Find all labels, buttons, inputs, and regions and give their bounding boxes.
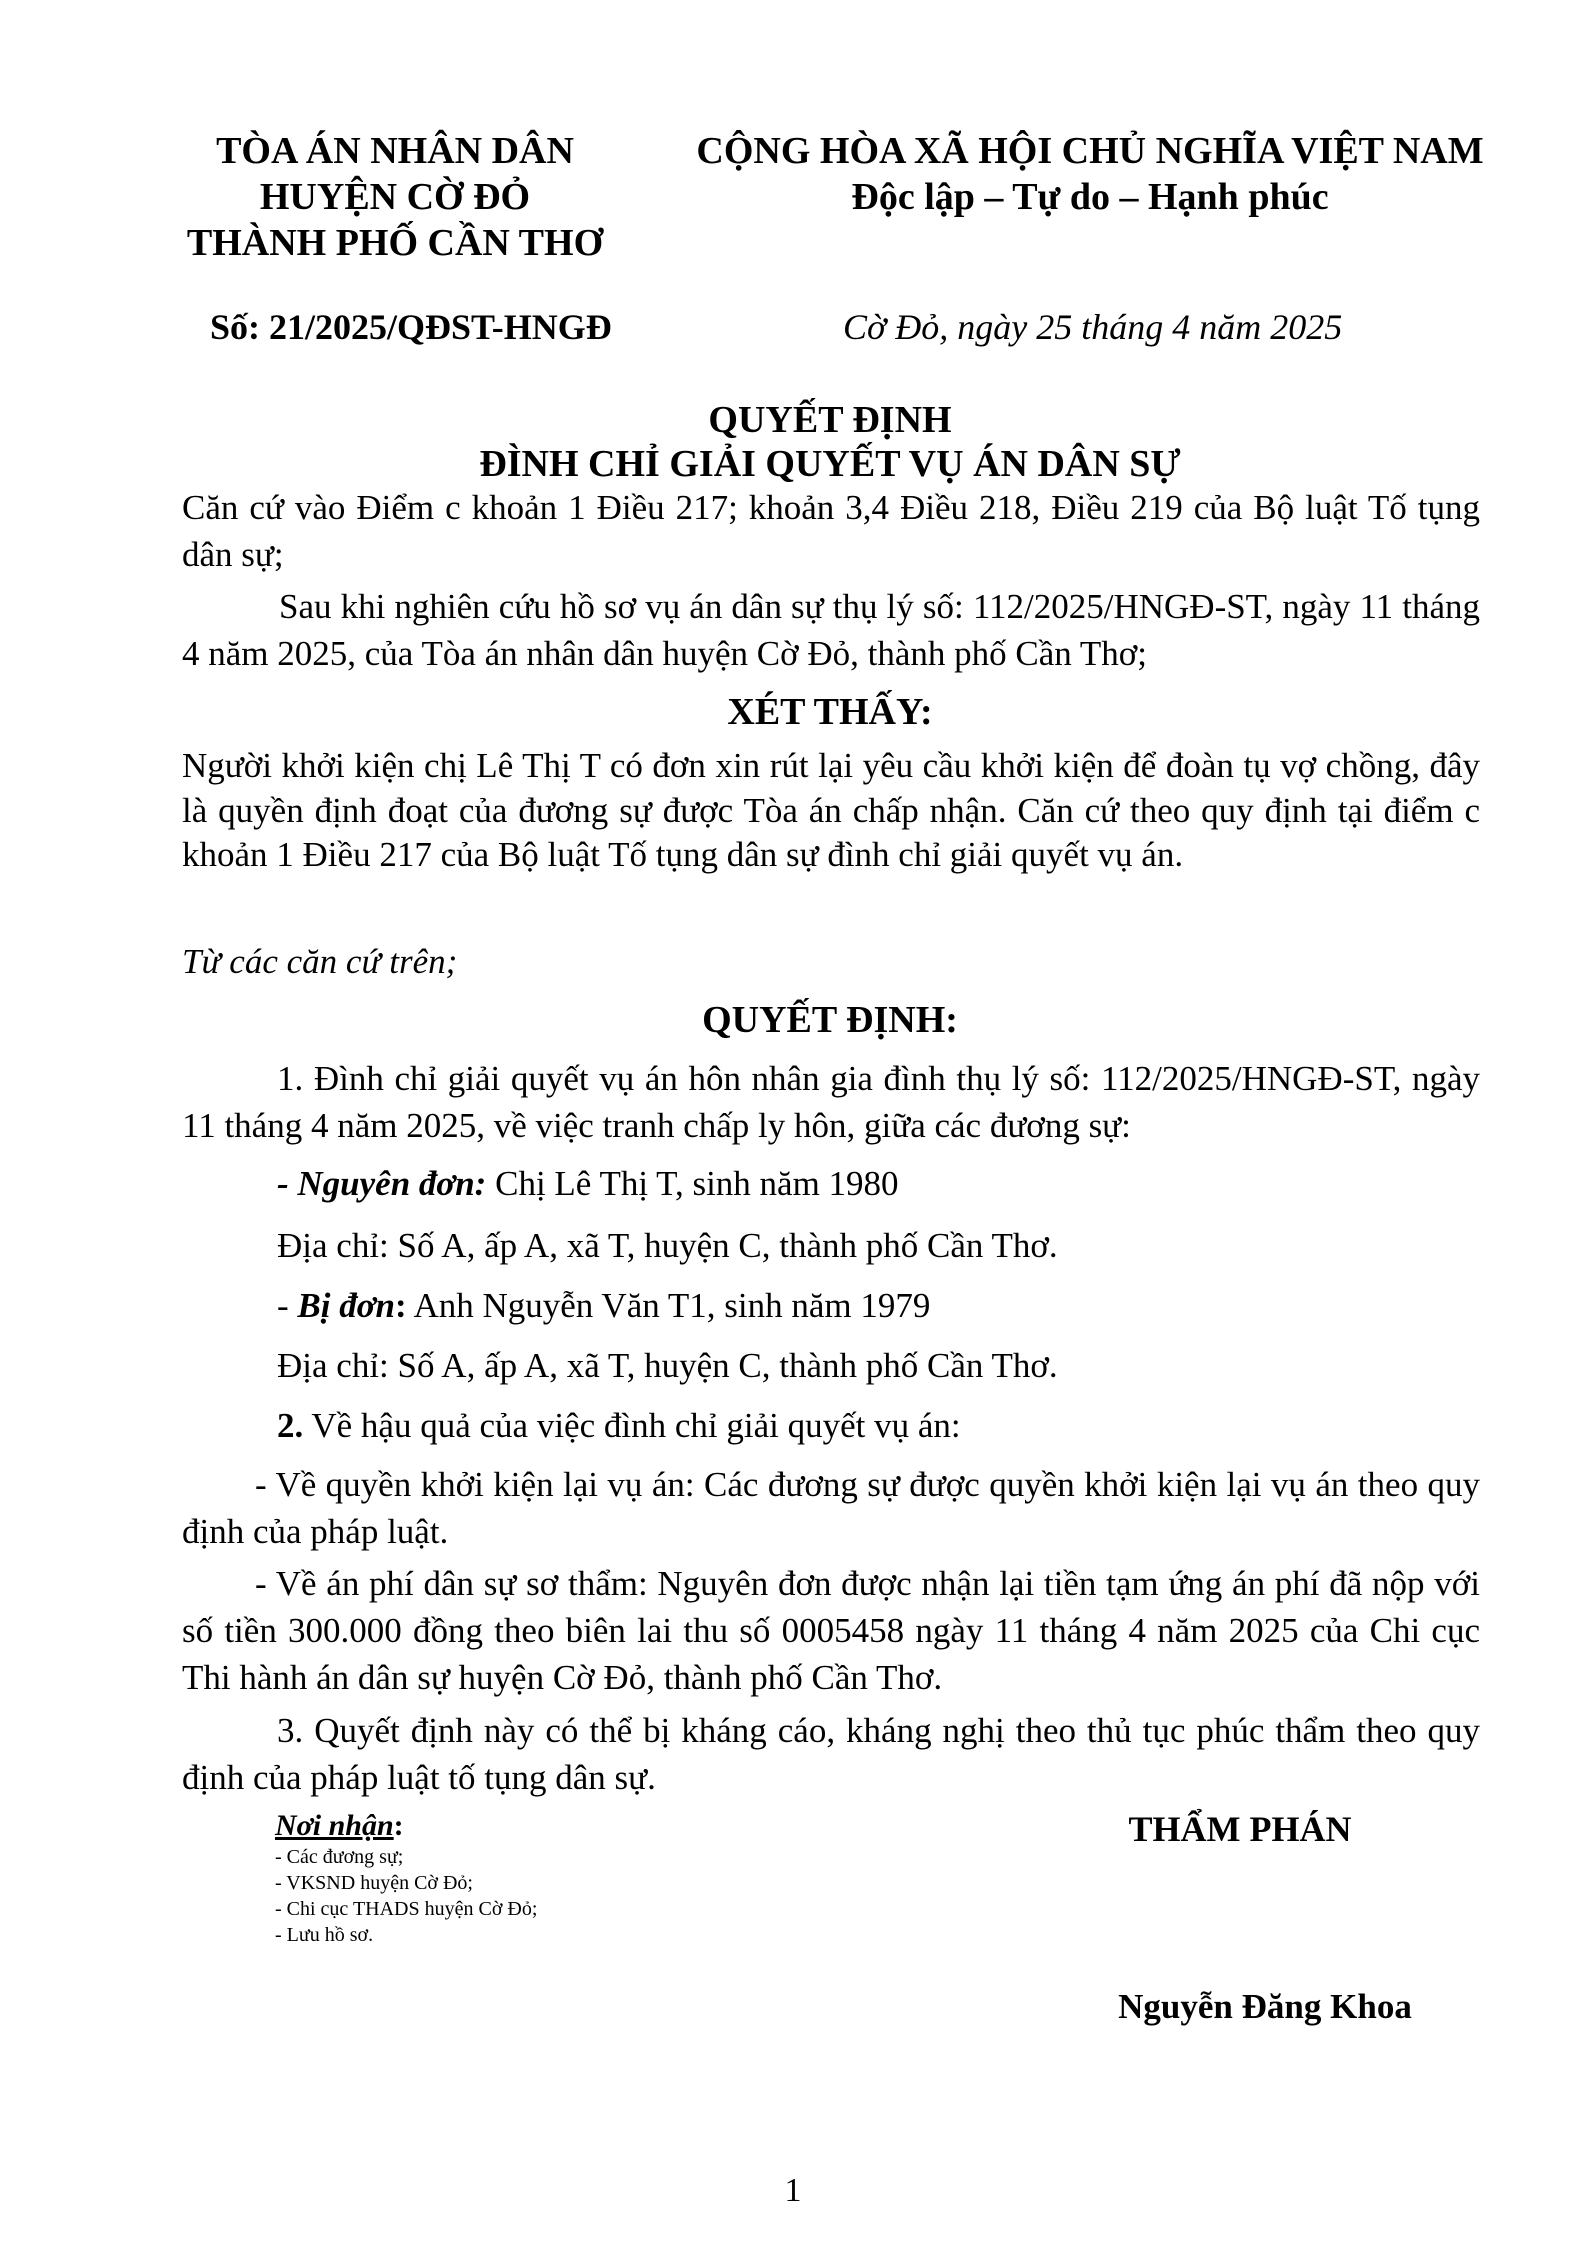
court-name-block	[150, 128, 640, 266]
court-name-line1: TÒA ÁN NHÂN DÂN	[216, 130, 574, 172]
national-title: CỘNG HÒA XÃ HỘI CHỦ NGHĨA VIỆT NAM	[696, 130, 1484, 172]
recipients-label: Nơi nhận	[275, 1809, 394, 1842]
decision-item-1: 1. Đình chỉ giải quyết vụ án hôn nhân gia đình thụ lý số: 112/2025/HNGĐ-ST, ngày 11 tháng 4 năm 2025, về việc tranh chấp ly hôn, giữa các đương sự:	[182, 1059, 1480, 1145]
defendant-value: Anh Nguyễn Văn T1, sinh năm 1979	[406, 1286, 931, 1325]
document-number: Số: 21/2025/QĐST-HNGĐ	[210, 307, 612, 347]
signer-name: Nguyễn Đăng Khoa	[1118, 1987, 1412, 2026]
recipient-item: - Các đương sự;	[275, 1846, 404, 1868]
decision-heading: QUYẾT ĐỊNH:	[702, 999, 958, 1041]
decision-item-3: 3. Quyết định này có thể bị kháng cáo, kháng nghị theo thủ tục phúc thẩm theo quy định của pháp luật tố tụng dân sự.	[182, 1711, 1480, 1797]
court-name-line2: HUYỆN CỜ ĐỎ	[259, 176, 531, 218]
national-motto: Độc lập – Tự do – Hạnh phúc	[851, 176, 1329, 218]
recipient-item: - VKSND huyện Cờ Đỏ;	[275, 1872, 473, 1894]
court-name-line3: THÀNH PHỐ CẦN THƠ	[186, 222, 604, 264]
plaintiff-address: Địa chỉ: Số A, ấp A, xã T, huyện C, thành phố Cần Thơ.	[277, 1226, 1058, 1265]
plaintiff-label: - Nguyên đơn:	[277, 1164, 487, 1203]
document-title	[180, 398, 1480, 486]
item-2-text: Về hậu quả của việc đình chỉ giải quyết vụ án:	[303, 1406, 961, 1445]
place-and-date: Cờ Đỏ, ngày 25 tháng 4 năm 2025	[843, 307, 1343, 347]
from-basis-text: Từ các căn cứ trên;	[182, 942, 458, 981]
decision-item-2	[277, 1402, 961, 1449]
legal-basis-paragraph: Căn cứ vào Điểm c khoản 1 Điều 217; khoản 3,4 Điều 218, Điều 219 của Bộ luật Tố tụng dân sự;	[182, 488, 1480, 574]
decision-item-2b: - Về án phí dân sự sơ thẩm: Nguyên đơn được nhận lại tiền tạm ứng án phí đã nộp với số tiền 300.000 đồng theo biên lai thu số 0005458 ngày 11 tháng 4 năm 2025 của Chi cục Thi hành án dân sự huyện Cờ Đỏ, thành phố Cần Thơ.	[182, 1564, 1480, 1697]
recipients-heading	[275, 1808, 537, 1844]
recipient-item: - Lưu hồ sơ.	[275, 1924, 374, 1946]
findings-heading: XÉT THẤY:	[727, 691, 933, 733]
defendant-line	[277, 1282, 930, 1329]
findings-text: Người khởi kiện chị Lê Thị T có đơn xin rút lại yêu cầu khởi kiện để đoàn tụ vợ chồng, đây là quyền định đoạt của đương sự được Tòa án chấp nhận. Căn cứ theo quy định tại điểm c khoản 1 Điều 217 của Bộ luật Tố tụng dân sự đình chỉ giải quyết vụ án.	[182, 746, 1480, 874]
case-review-paragraph: Sau khi nghiên cứu hồ sơ vụ án dân sự thụ lý số: 112/2025/HNGĐ-ST, ngày 11 tháng 4 năm 2025, của Tòa án nhân dân huyện Cờ Đỏ, thành phố Cần Thơ;	[182, 587, 1480, 673]
signature-title: THẨM PHÁN	[1128, 1809, 1352, 1849]
recipients-colon: :	[393, 1809, 404, 1842]
defendant-label: Bị đơn	[297, 1286, 395, 1325]
plaintiff-line	[277, 1160, 899, 1207]
decision-item-2a: - Về quyền khởi kiện lại vụ án: Các đương sự được quyền khởi kiện lại vụ án theo quy định của pháp luật.	[182, 1465, 1480, 1551]
defendant-address: Địa chỉ: Số A, ấp A, xã T, huyện C, thành phố Cần Thơ.	[277, 1346, 1058, 1385]
title-line1: QUYẾT ĐỊNH	[708, 399, 952, 441]
plaintiff-value: Chị Lê Thị T, sinh năm 1980	[486, 1164, 899, 1203]
national-title-block	[680, 128, 1500, 220]
defendant-dash: -	[277, 1286, 298, 1325]
page-number: 1	[784, 2172, 802, 2209]
recipients-block	[275, 1808, 537, 1948]
title-line2: ĐÌNH CHỈ GIẢI QUYẾT VỤ ÁN DÂN SỰ	[479, 443, 1181, 485]
item-2-number: 2.	[277, 1406, 304, 1445]
recipient-item: - Chi cục THADS huyện Cờ Đỏ;	[275, 1898, 538, 1920]
defendant-colon: :	[394, 1286, 407, 1325]
